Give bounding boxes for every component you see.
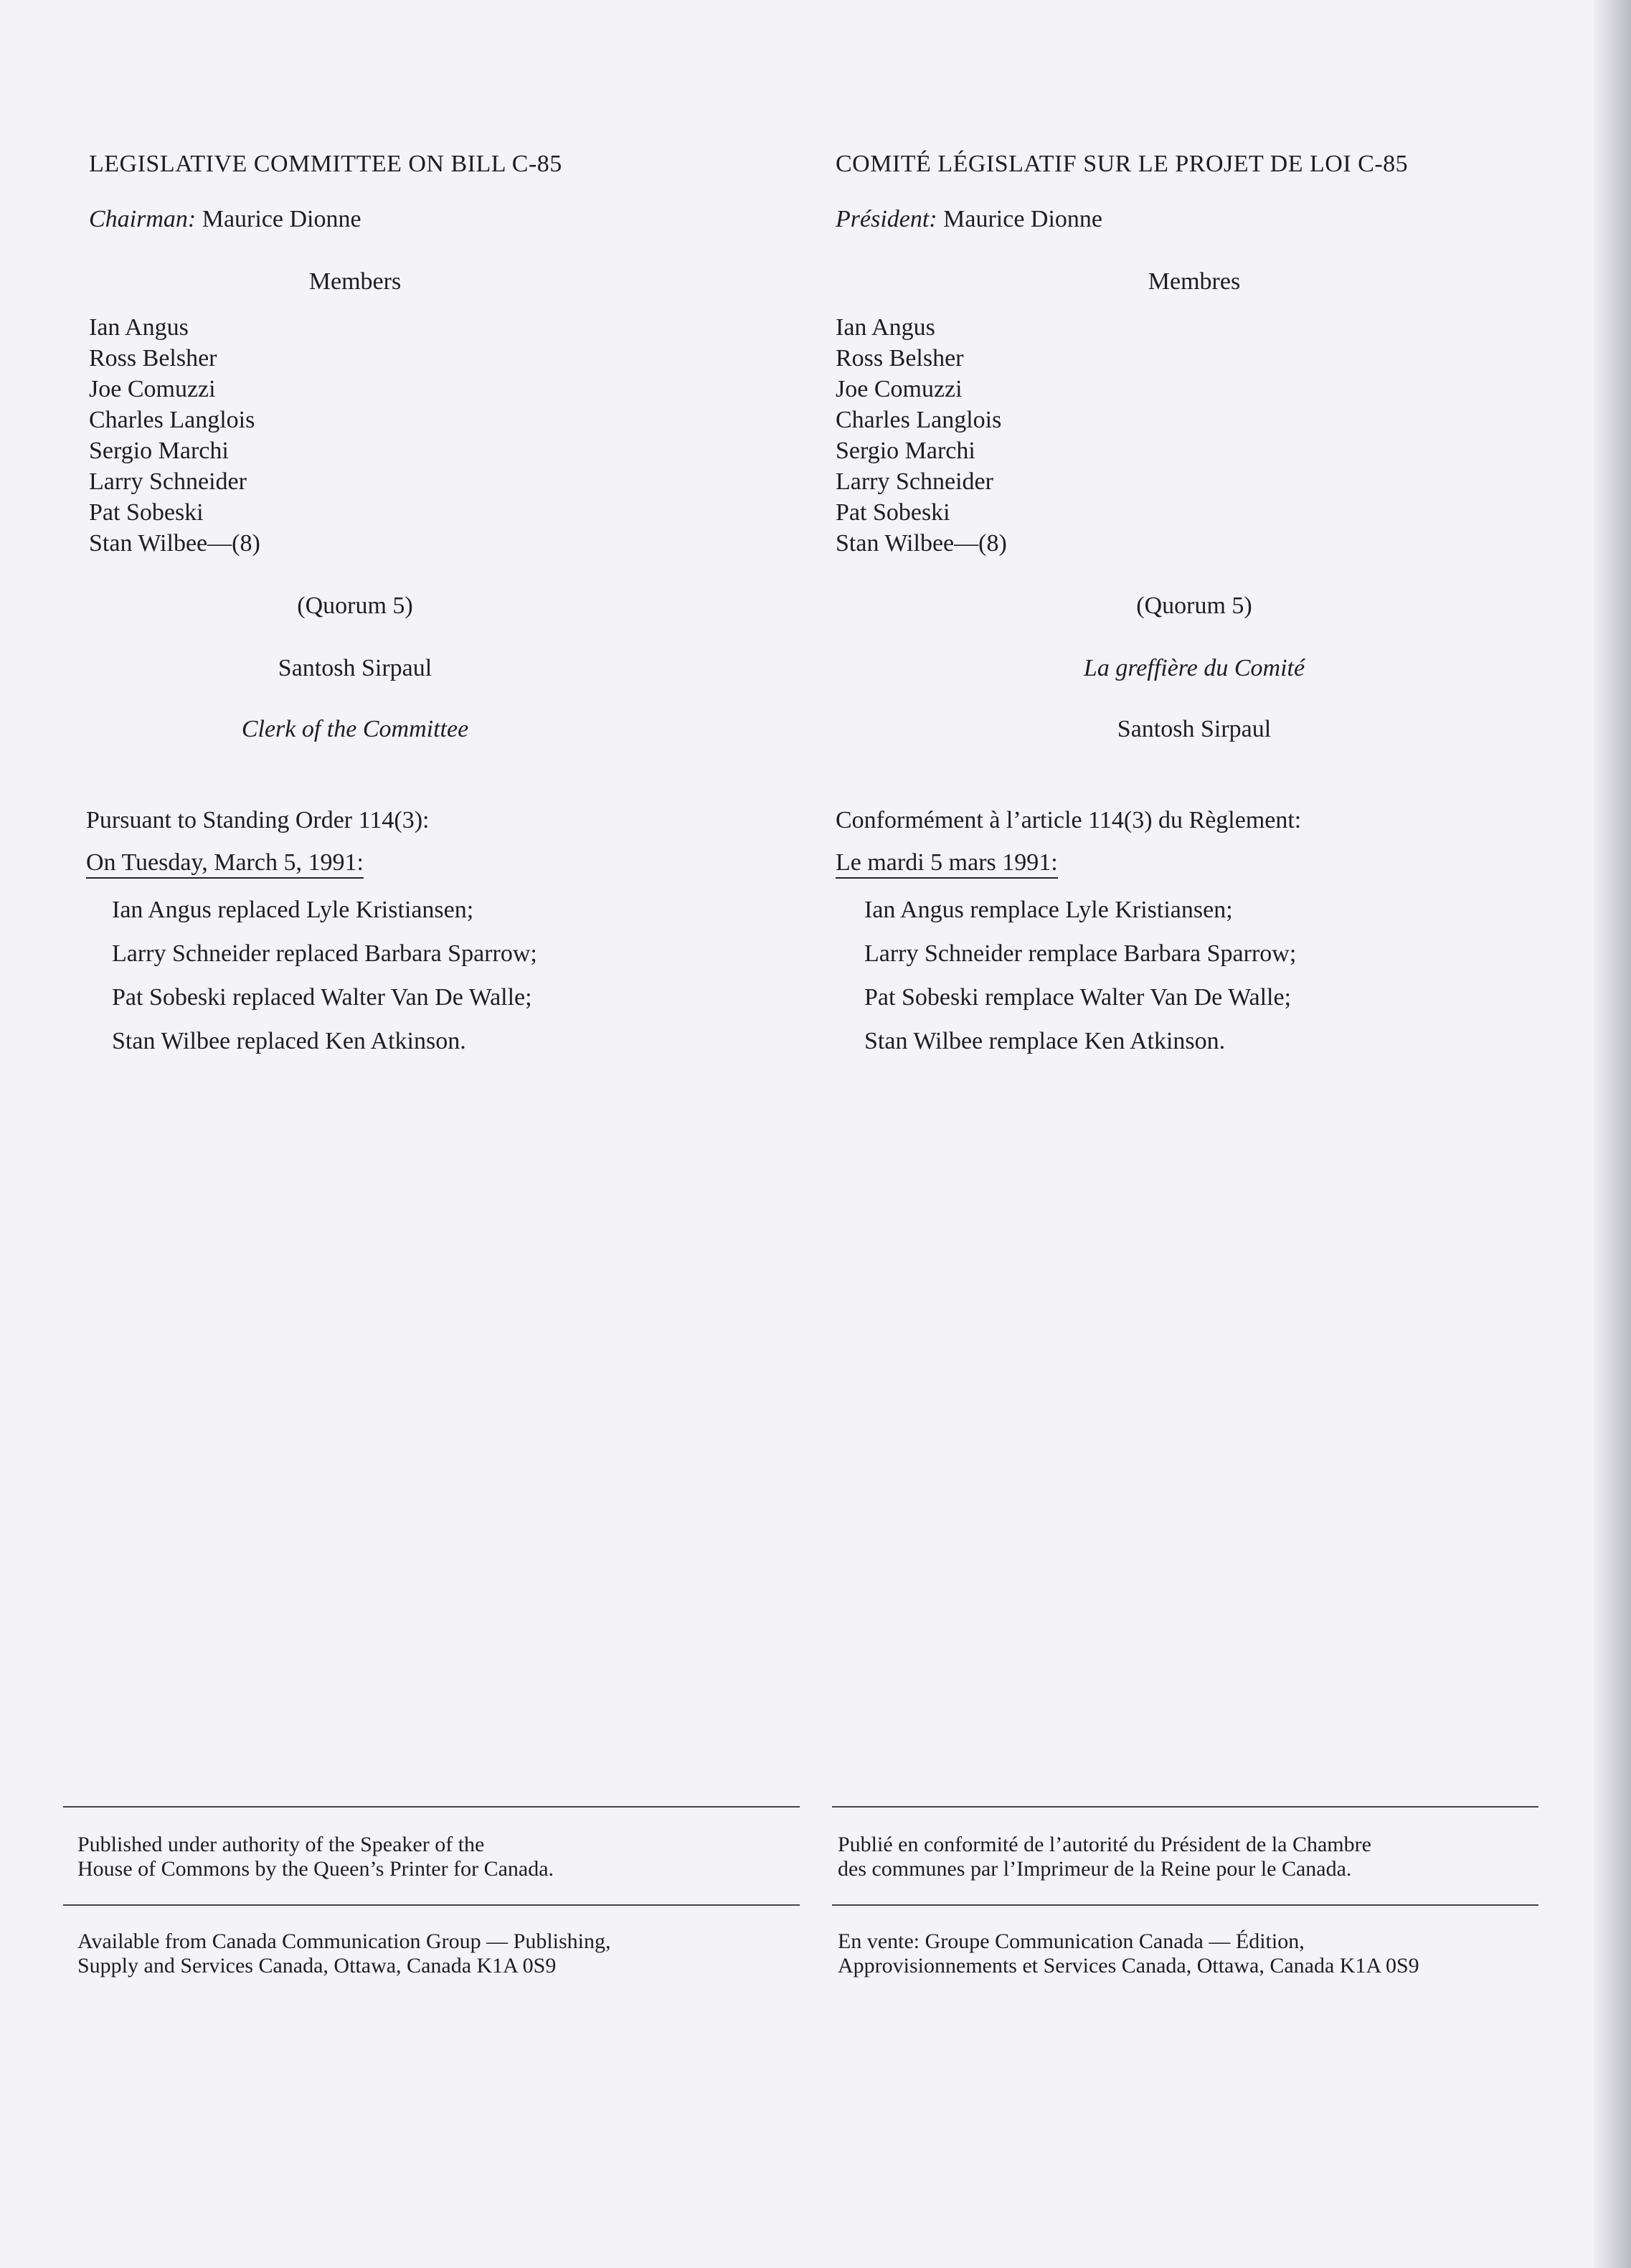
footer-rule-top-en [63, 1806, 800, 1808]
pursuant-fr: Conformément à l’article 114(3) du Règlement: [836, 807, 1302, 833]
footer-published-line1-fr: Publié en conformité de l’autorité du Président de la Chambre [838, 1833, 1371, 1856]
footer-published-fr [838, 1833, 1371, 1881]
footer-available-line1-en: Available from Canada Communication Group — Publishing, [77, 1929, 611, 1953]
date-text-en: On Tuesday, March 5, 1991: [86, 849, 364, 879]
members-heading-fr: Membres [1148, 268, 1241, 295]
member-name-fr: Sergio Marchi [836, 438, 975, 464]
membership-change-en: Ian Angus replaced Lyle Kristiansen; [112, 897, 474, 923]
member-name-fr: Ross Belsher [836, 345, 964, 372]
footer-available-fr [838, 1929, 1419, 1978]
membership-change-en: Stan Wilbee replaced Ken Atkinson. [112, 1028, 466, 1054]
committee-title-fr: COMITÉ LÉGISLATIF SUR LE PROJET DE LOI C-85 [836, 151, 1409, 177]
footer-published-line2-fr: des communes par l’Imprimeur de la Reine pour le Canada. [838, 1857, 1352, 1881]
footer-available-line2-en: Supply and Services Canada, Ottawa, Canada K1A 0S9 [77, 1954, 557, 1978]
member-name-fr: Ian Angus [836, 314, 935, 341]
date-en [86, 847, 364, 879]
chairman-name-fr: Maurice Dionne [943, 206, 1103, 232]
member-name-fr: Charles Langlois [836, 407, 1002, 433]
pursuant-en: Pursuant to Standing Order 114(3): [86, 807, 430, 833]
members-list-en [89, 312, 260, 559]
chairman-label-fr: Président: [836, 206, 937, 232]
clerk-title-fr: La greffière du Comité [1083, 655, 1305, 681]
membership-change-fr: Ian Angus remplace Lyle Kristiansen; [864, 897, 1233, 923]
page-edge [1594, 0, 1631, 2268]
clerk-name-fr: Santosh Sirpaul [1117, 716, 1272, 742]
membership-change-fr: Pat Sobeski remplace Walter Van De Walle; [864, 984, 1292, 1011]
member-name-fr: Larry Schneider [836, 468, 993, 495]
date-fr [836, 847, 1058, 879]
member-name-en: Stan Wilbee—(8) [89, 530, 260, 557]
membership-change-fr: Stan Wilbee remplace Ken Atkinson. [864, 1028, 1226, 1054]
footer-available-en [77, 1929, 611, 1978]
membership-change-fr: Larry Schneider remplace Barbara Sparrow; [864, 940, 1297, 967]
member-name-fr: Joe Comuzzi [836, 376, 963, 402]
footer-published-en [77, 1833, 554, 1881]
membership-change-en: Pat Sobeski replaced Walter Van De Walle; [112, 984, 532, 1011]
member-name-en: Larry Schneider [89, 468, 247, 495]
member-name-fr: Pat Sobeski [836, 499, 950, 526]
clerk-title-en: Clerk of the Committee [241, 716, 469, 742]
footer-published-line2-en: House of Commons by the Queen’s Printer for Canada. [77, 1857, 554, 1881]
footer-published-line1-en: Published under authority of the Speaker of the [77, 1833, 485, 1856]
footer-available-line1-fr: En vente: Groupe Communication Canada — Édition, [838, 1929, 1305, 1953]
chairman-line-en [89, 204, 361, 235]
clerk-name-en: Santosh Sirpaul [278, 655, 432, 681]
member-name-fr: Stan Wilbee—(8) [836, 530, 1007, 557]
footer-rule-mid-fr [832, 1904, 1538, 1906]
changes-list-fr [864, 888, 1296, 1063]
changes-list-en [112, 888, 537, 1063]
date-text-fr: Le mardi 5 mars 1991: [836, 849, 1058, 879]
chairman-name-en: Maurice Dionne [202, 206, 361, 232]
members-heading-en: Members [308, 268, 402, 295]
member-name-en: Sergio Marchi [89, 438, 229, 464]
committee-title-en: LEGISLATIVE COMMITTEE ON BILL C-85 [89, 151, 562, 177]
chairman-label-en: Chairman: [89, 206, 197, 232]
membership-change-en: Larry Schneider replaced Barbara Sparrow; [112, 940, 537, 967]
footer-rule-mid-en [63, 1904, 800, 1906]
member-name-en: Ian Angus [89, 314, 189, 341]
members-list-fr [836, 312, 1007, 559]
member-name-en: Charles Langlois [89, 407, 255, 433]
member-name-en: Pat Sobeski [89, 499, 204, 526]
footer-available-line2-fr: Approvisionnements et Services Canada, Ottawa, Canada K1A 0S9 [838, 1954, 1419, 1978]
member-name-en: Joe Comuzzi [89, 376, 216, 402]
quorum-en: (Quorum 5) [297, 592, 413, 619]
footer-rule-top-fr [832, 1806, 1538, 1808]
member-name-en: Ross Belsher [89, 345, 217, 372]
chairman-line-fr [836, 204, 1102, 235]
quorum-fr: (Quorum 5) [1136, 592, 1252, 619]
